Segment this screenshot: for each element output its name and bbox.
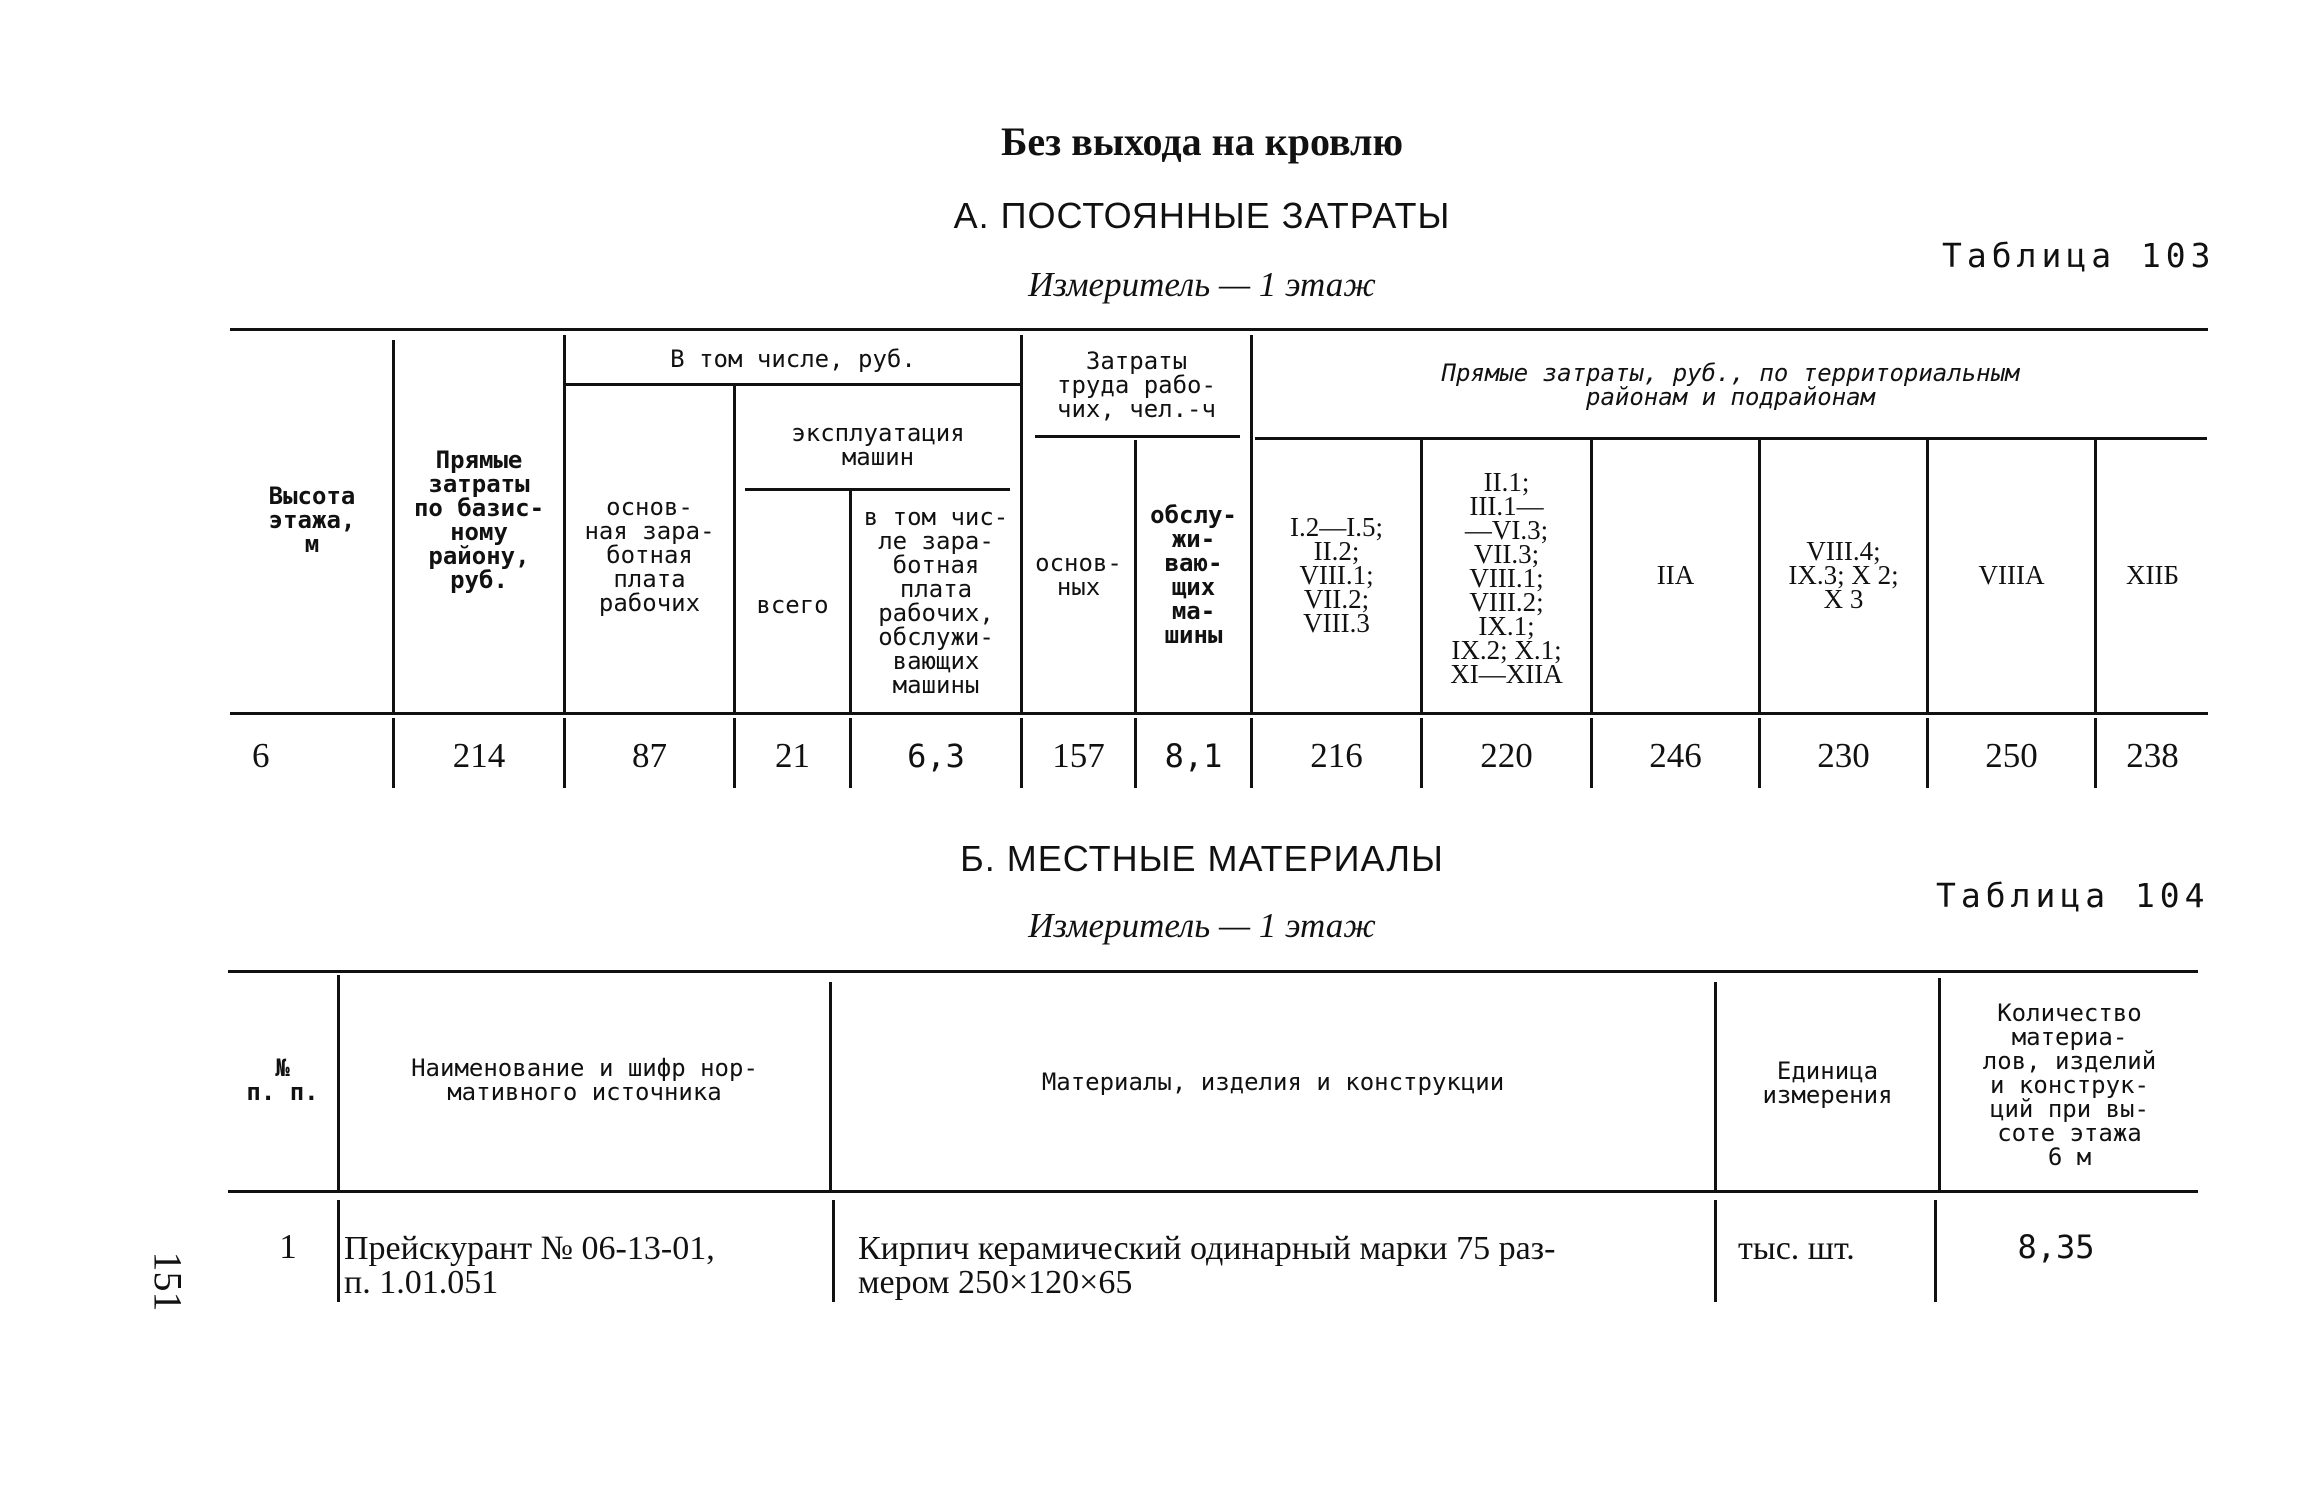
header-machines-wages: в том чис- ле зара- ботная плата рабочих, обслужи- вающих машины [863,503,1009,699]
rule [1934,1200,1937,1302]
header-machines-total: всего [756,591,829,619]
header-wages: основ- ная зара- ботная плата рабочих [584,493,715,617]
page-number: 151 [145,1251,191,1312]
rule [1714,1200,1717,1302]
section-heading-b: Б. МЕСТНЫЕ МАТЕРИАЛЫ [960,838,1444,879]
table-104-label: Таблица 104 [1936,876,2210,915]
cell-region-2: 220 [1480,736,1533,775]
header-materials: Материалы, изделия и конструкции [1041,1068,1505,1096]
cell-region-1: 216 [1310,736,1363,775]
cell-row-source: Прейскурант № 06-13-01, п. 1.01.051 [344,1230,715,1301]
cell-labor-main: 157 [1052,736,1105,775]
cell-machines-total: 21 [775,736,810,775]
header-machines-group: эксплуатация машин [791,419,965,471]
header-region-3: IIA [1656,560,1695,590]
header-source: Наименование и шифр нор- мативного источника [411,1054,758,1106]
table-103-label: Таблица 103 [1942,236,2216,275]
header-incl-group: В том числе, руб. [670,345,916,373]
header-num: № п. п. [246,1054,319,1106]
cell-region-5: 250 [1985,736,2038,775]
table-104-measure: Измеритель — 1 этаж [1028,906,1376,945]
cell-region-4: 230 [1817,736,1870,775]
header-height: Высота этажа, м [268,482,356,558]
rule [228,1190,2198,1193]
table-103-measure: Измеритель — 1 этаж [1028,265,1376,304]
cell-row-qty: 8,35 [2017,1228,2095,1266]
header-region-2: II.1; III.1— —VI.3; VII.3; VIII.1; VIII.2; IX.1; IX.2; X.1; XI—XIIA [1450,467,1563,689]
header-region-1: I.2—I.5; II.2; VIII.1; VII.2; VIII.3 [1290,512,1383,638]
header-direct-base: Прямые затраты по базис- ному району, руб. [413,446,545,594]
cell-labor-service: 8,1 [1164,737,1223,775]
header-region-5: VIIIA [1978,560,2045,590]
cell-row-unit: тыс. шт. [1738,1230,1855,1267]
cell-wages: 87 [632,736,667,775]
cell-machines-wages: 6,3 [907,737,965,775]
header-regions-group: Прямые затраты, руб., по территориальным районам и подрайонам [1441,359,2020,411]
cell-region-3: 246 [1649,736,1702,775]
cell-direct-base: 214 [452,736,506,775]
rule [832,1200,835,1302]
header-region-6: XIIБ [2126,560,2179,590]
cell-row-material: Кирпич керамический одинарный марки 75 раз- мером 250×120×65 [858,1230,1556,1301]
header-region-4: VIII.4; IX.3; X 2; X 3 [1788,536,1899,614]
header-labor-service: обслу- жи- ваю- щих ма- шины [1150,501,1237,649]
section-heading-a: А. ПОСТОЯННЫЕ ЗАТРАТЫ [953,195,1451,236]
header-labor-main: основ- ных [1035,549,1122,601]
header-labor-group: Затраты труда рабо- чих, чел.-ч [1057,347,1216,423]
rule [337,1200,340,1302]
cell-row-num: 1 [279,1227,297,1266]
rule [228,970,2198,973]
cell-height: 6 [252,736,270,775]
page-title: Без выхода на кровлю [1000,119,1404,164]
header-unit: Единица измерения [1762,1057,1893,1109]
header-qty: Количество материа- лов, изделий и конструк- ций при вы- соте этажа 6 м [1982,999,2157,1171]
cell-region-6: 238 [2126,736,2179,775]
